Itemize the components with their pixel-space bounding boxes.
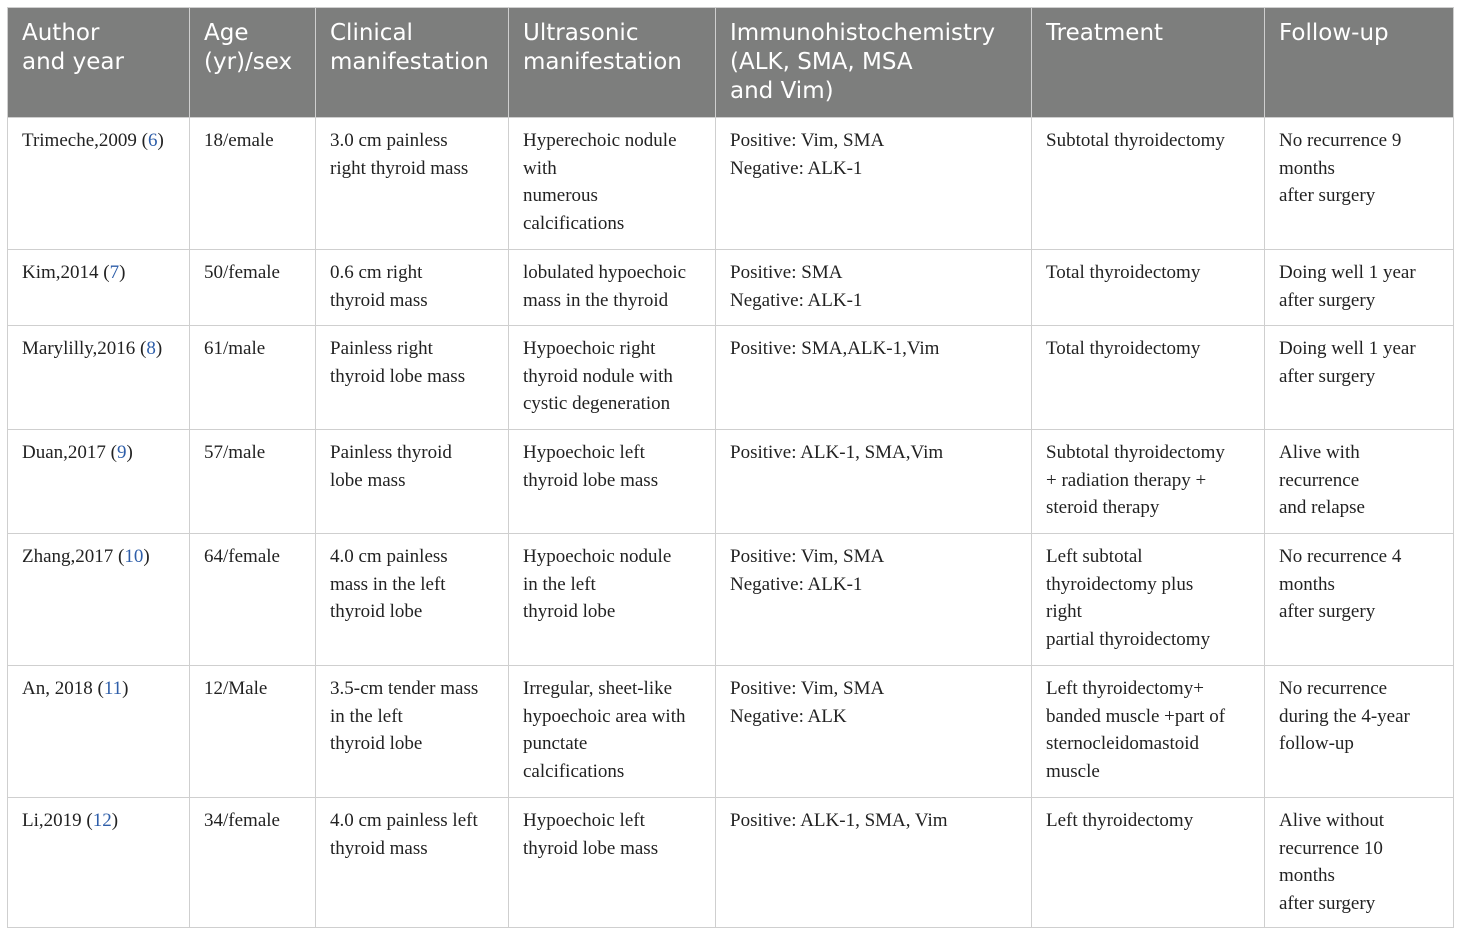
author-paren: )	[119, 262, 126, 283]
cases-table	[7, 7, 1454, 928]
age-sex-cell: 57/male	[190, 430, 316, 534]
treatment-cell: Subtotal thyroidectomy	[1032, 118, 1265, 250]
reference-link[interactable]: 9	[116, 442, 127, 463]
author-text: Li,2019 (	[22, 810, 93, 831]
ihc-cell: Positive: Vim, SMA Negative: ALK-1	[716, 118, 1032, 250]
author-paren: )	[157, 130, 164, 151]
clinical-cell: 4.0 cm painless mass in the left thyroid lobe	[316, 534, 509, 666]
reference-link[interactable]: 7	[109, 262, 120, 283]
author-year-cell	[8, 118, 190, 250]
header-age-sex: Age (yr)/sex	[190, 8, 316, 118]
header-immunohistochemistry: Immunohistochemistry (ALK, SMA, MSA and Vim)	[716, 8, 1032, 118]
follow-up-cell: Doing well 1 year after surgery	[1265, 326, 1454, 430]
clinical-cell: 0.6 cm right thyroid mass	[316, 250, 509, 326]
author-text: An, 2018 (	[22, 678, 104, 699]
ultrasonic-cell: Hypoechoic right thyroid nodule with cystic degeneration	[509, 326, 716, 430]
author-text: Zhang,2017 (	[22, 546, 125, 567]
header-author-year: Author and year	[8, 8, 190, 118]
author-year-cell	[8, 250, 190, 326]
table-row	[8, 534, 1454, 666]
clinical-cell: 3.5-cm tender mass in the left thyroid lobe	[316, 666, 509, 798]
author-year-cell	[8, 798, 190, 928]
ultrasonic-cell: lobulated hypoechoic mass in the thyroid	[509, 250, 716, 326]
age-sex-cell: 12/Male	[190, 666, 316, 798]
author-paren: )	[126, 442, 133, 463]
table-row	[8, 798, 1454, 928]
ihc-cell: Positive: SMA Negative: ALK-1	[716, 250, 1032, 326]
author-text: Trimeche,2009 (	[22, 130, 148, 151]
clinical-cell: 4.0 cm painless left thyroid mass	[316, 798, 509, 928]
ultrasonic-cell: Irregular, sheet-like hypoechoic area with punctate calcifications	[509, 666, 716, 798]
follow-up-cell: Alive without recurrence 10 months after surgery	[1265, 798, 1454, 928]
table-row	[8, 250, 1454, 326]
ultrasonic-cell: Hypoechoic left thyroid lobe mass	[509, 798, 716, 928]
treatment-cell: Left thyroidectomy+ banded muscle +part of sternocleidomastoid muscle	[1032, 666, 1265, 798]
reference-link[interactable]: 12	[92, 810, 112, 831]
follow-up-cell: No recurrence 4 months after surgery	[1265, 534, 1454, 666]
author-paren: )	[111, 810, 119, 831]
header-treatment: Treatment	[1032, 8, 1265, 118]
author-paren: )	[155, 338, 163, 359]
ihc-cell: Positive: ALK-1, SMA, Vim	[716, 798, 1032, 928]
ihc-cell: Positive: Vim, SMA Negative: ALK-1	[716, 534, 1032, 666]
ihc-cell: Positive: ALK-1, SMA,Vim	[716, 430, 1032, 534]
clinical-cell: Painless right thyroid lobe mass	[316, 326, 509, 430]
author-text: Marylilly,2016 (	[22, 338, 147, 359]
age-sex-cell: 50/female	[190, 250, 316, 326]
author-text: Kim,2014 (	[22, 262, 110, 283]
author-paren: )	[143, 546, 150, 567]
clinical-cell: 3.0 cm painless right thyroid mass	[316, 118, 509, 250]
header-ultrasonic: Ultrasonic manifestation	[509, 8, 716, 118]
reference-link[interactable]: 11	[103, 678, 123, 699]
treatment-cell: Left subtotal thyroidectomy plus right partial thyroidectomy	[1032, 534, 1265, 666]
reference-link[interactable]: 8	[146, 338, 156, 359]
age-sex-cell: 64/female	[190, 534, 316, 666]
age-sex-cell: 61/male	[190, 326, 316, 430]
author-year-cell	[8, 534, 190, 666]
reference-link[interactable]: 6	[147, 130, 158, 151]
author-year-cell	[8, 666, 190, 798]
reference-link[interactable]: 10	[124, 546, 144, 567]
header-row	[8, 8, 1454, 118]
follow-up-cell: Doing well 1 year after surgery	[1265, 250, 1454, 326]
ihc-cell: Positive: Vim, SMA Negative: ALK	[716, 666, 1032, 798]
follow-up-cell: No recurrence 9 months after surgery	[1265, 118, 1454, 250]
author-year-cell	[8, 430, 190, 534]
header-follow-up: Follow-up	[1265, 8, 1454, 118]
treatment-cell: Subtotal thyroidectomy + radiation therapy + steroid therapy	[1032, 430, 1265, 534]
ultrasonic-cell: Hyperechoic nodule with numerous calcifications	[509, 118, 716, 250]
table-row	[8, 118, 1454, 250]
ultrasonic-cell: Hypoechoic left thyroid lobe mass	[509, 430, 716, 534]
age-sex-cell: 18/emale	[190, 118, 316, 250]
author-text: Duan,2017 (	[22, 442, 117, 463]
age-sex-cell: 34/female	[190, 798, 316, 928]
table-row	[8, 430, 1454, 534]
author-year-cell	[8, 326, 190, 430]
table-row	[8, 326, 1454, 430]
treatment-cell: Total thyroidectomy	[1032, 326, 1265, 430]
header-clinical: Clinical manifestation	[316, 8, 509, 118]
ultrasonic-cell: Hypoechoic nodule in the left thyroid lobe	[509, 534, 716, 666]
table-row	[8, 666, 1454, 798]
treatment-cell: Total thyroidectomy	[1032, 250, 1265, 326]
clinical-cell: Painless thyroid lobe mass	[316, 430, 509, 534]
treatment-cell: Left thyroidectomy	[1032, 798, 1265, 928]
follow-up-cell: Alive with recurrence and relapse	[1265, 430, 1454, 534]
follow-up-cell: No recurrence during the 4-year follow-up	[1265, 666, 1454, 798]
ihc-cell: Positive: SMA,ALK-1,Vim	[716, 326, 1032, 430]
author-paren: )	[122, 678, 129, 699]
